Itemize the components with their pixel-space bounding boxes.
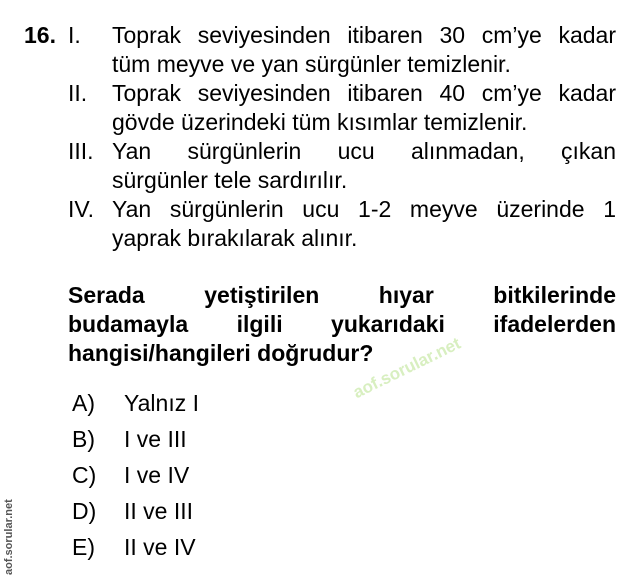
option-letter: A) [72, 390, 95, 416]
statement-line: sürgünler tele sardırılır. [112, 167, 348, 193]
statement-line: yaprak bırakılarak alınır. [112, 225, 358, 251]
question-line: budamayla ilgili yukarıdaki ifadelerden [68, 311, 616, 337]
option-d[interactable] [72, 497, 193, 526]
option-letter: E) [72, 534, 95, 560]
statement-line: tüm meyve ve yan sürgünler temizlenir. [112, 51, 511, 77]
statement-numeral: III. [68, 138, 94, 164]
option-text: II ve III [124, 498, 194, 524]
statement-numeral: I. [68, 22, 81, 48]
option-e[interactable] [72, 533, 196, 562]
statement-numeral: II. [68, 80, 88, 106]
statement-line: gövde üzerindeki tüm kısımlar temizlenir. [112, 109, 528, 135]
side-watermark: aof.sorular.net [3, 499, 15, 575]
statement-1 [68, 21, 616, 79]
question-line: hangisi/hangileri doğrudur? [68, 340, 374, 366]
option-text: II ve IV [124, 534, 196, 560]
statement-3 [68, 137, 616, 195]
statement-2 [68, 79, 616, 137]
option-text: I ve IV [124, 462, 190, 488]
option-text: I ve III [124, 426, 187, 452]
statement-line: Yan sürgünlerin ucu 1-2 meyve üzerinde 1 [112, 196, 616, 222]
option-b[interactable] [72, 425, 187, 454]
statement-numeral: IV. [68, 196, 95, 222]
question-line: Serada yetiştirilen hıyar bitkilerinde [68, 282, 616, 308]
option-letter: C) [72, 462, 97, 488]
statement-4 [68, 195, 616, 253]
question-number: 16. [24, 22, 56, 48]
option-letter: B) [72, 426, 95, 452]
option-c[interactable] [72, 461, 189, 490]
statement-line: Toprak seviyesinden itibaren 30 cm’ye kadar [112, 22, 616, 48]
statement-line: Toprak seviyesinden itibaren 40 cm’ye kadar [112, 80, 616, 106]
option-letter: D) [72, 498, 97, 524]
option-text: Yalnız I [124, 390, 199, 416]
watermark: aof.sorular.net [350, 333, 464, 403]
option-a[interactable] [72, 389, 199, 418]
question-stem [68, 281, 616, 368]
statement-line: Yan sürgünlerin ucu alınmadan, çıkan [112, 138, 616, 164]
